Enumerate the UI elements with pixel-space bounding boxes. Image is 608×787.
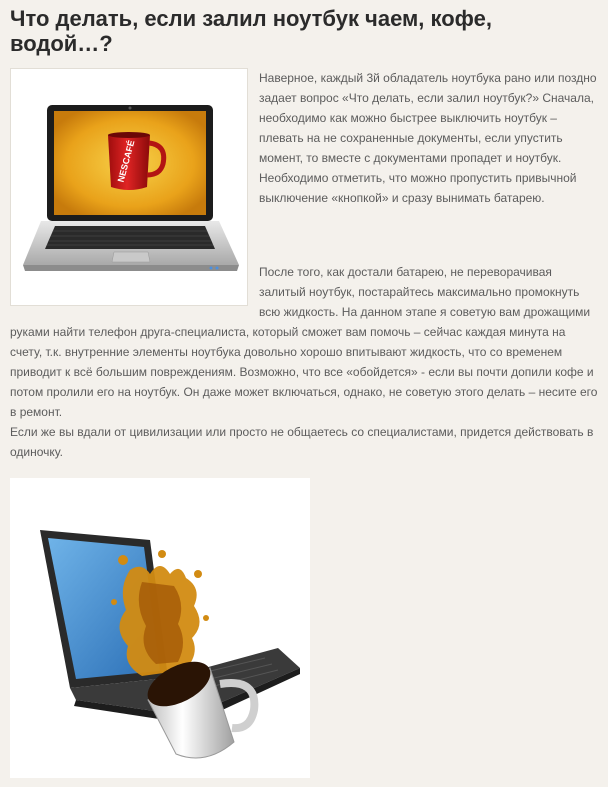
- laptop-nescafe-illustration: [11, 69, 247, 305]
- paragraph-intro: Наверное, каждый 3й обладатель ноутбука рано или поздно задает вопрос «Что делать, если залил ноутбук?» Сначала, необходимо как можно быстрее выключить ноутбук – плевать на не сохраненные документы, если упустить момент, то вместе с документами пропадет и ноутбук. Необходимо отметить, что можно пропустить привычной выключение «кнопкой» и сразу вынимать батарею.: [259, 71, 597, 205]
- paragraph-alone: Если же вы вдали от цивилизации или просто не общаетесь со специалистами, придется действовать в одиночку.: [10, 425, 594, 459]
- coffee-spill-laptop-image: [10, 478, 310, 778]
- paragraph-battery-continued: руками найти телефон друга-специалиста, который сможет вам помочь – сейчас каждая минута на счету, т.к. внутренние элементы ноутбука довольно хорошо впитывают жидкость, что со временем приводит к всё большим повреждениям. Возможно, что все «обойдется» - если вы почти допили кофе и потом пролили его на ноутбук. Он даже может включаться, однако, не советую этого делать – несите его в ремонт.: [10, 325, 598, 419]
- article-title: Что делать, если залил ноутбук чаем, кофе, водой…?: [10, 6, 492, 56]
- coffee-spill-illustration: [10, 478, 310, 778]
- paragraph-battery-start: После того, как достали батарею, не переворачивая залитый ноутбук, постарайтесь максимально промокнуть всю жидкость. На данном этапе я советую вам дрожащими: [259, 265, 591, 319]
- laptop-nescafe-image: [10, 68, 248, 306]
- mug-brand-text: NESCAFÉ: [115, 139, 137, 184]
